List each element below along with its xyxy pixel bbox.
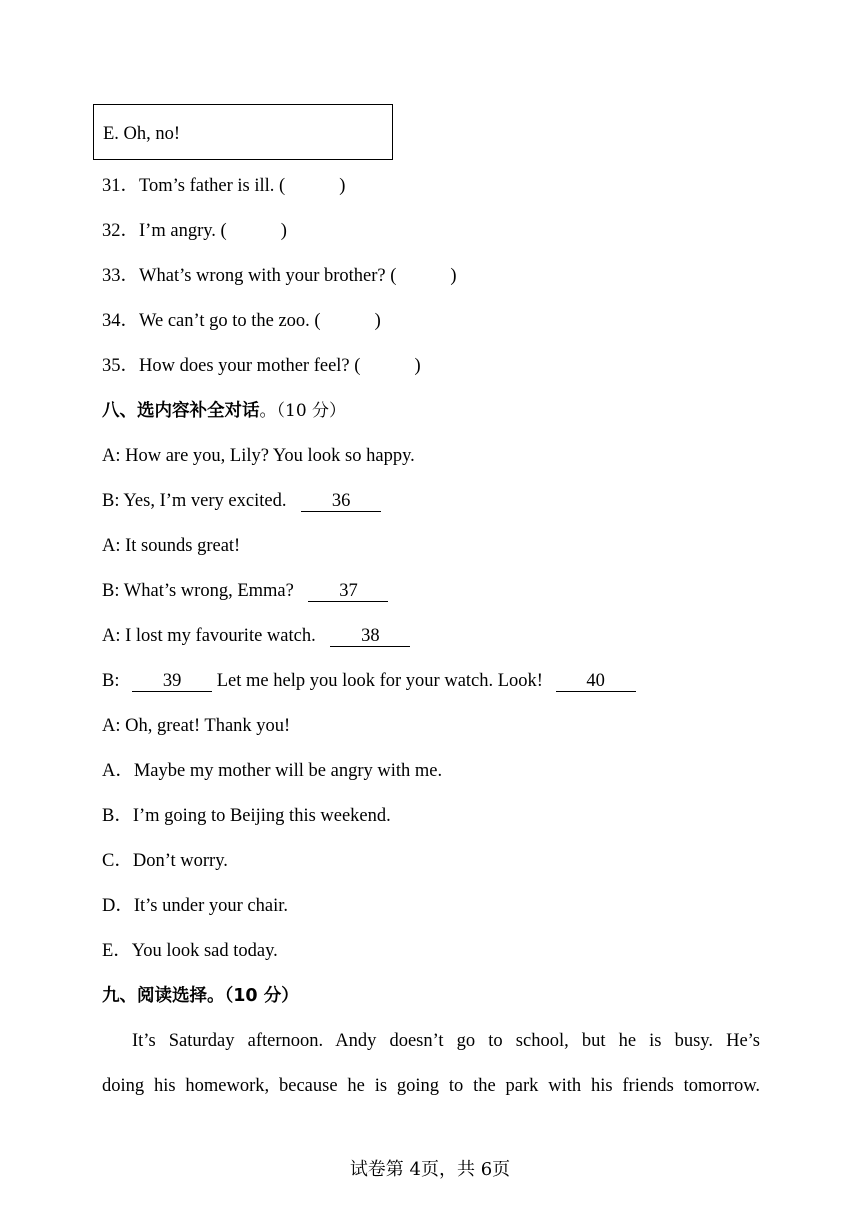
option-e-text: E. Oh, no! <box>103 124 181 144</box>
paragraph-line-1: It’s Saturday afternoon. Andy doesn’t go to school, but he is busy. He’s <box>132 1031 760 1051</box>
question-32: 32．I’m angry. ( ) <box>102 221 287 241</box>
page-footer: 试卷第 4页，共 6页 <box>349 1159 511 1180</box>
section-8-heading: 八、选内容补全对话。（10 分） <box>102 401 347 421</box>
dialogue-line-7: A: Oh, great! Thank you! <box>102 716 291 736</box>
question-33: 33．What’s wrong with your brother? ( ) <box>102 266 457 286</box>
option-e: E．You look sad today. <box>102 941 278 961</box>
question-34: 34．We can’t go to the zoo. ( ) <box>102 311 381 331</box>
option-a: A．Maybe my mother will be angry with me. <box>102 761 443 781</box>
paragraph-line-2: doing his homework, because he is going to the park with his friends tomorrow. <box>102 1076 760 1096</box>
blank-40[interactable]: 40 <box>556 671 636 692</box>
option-c: C．Don’t worry. <box>102 851 228 871</box>
dialogue-line-2: B: Yes, I’m very excited. 36 <box>102 489 381 513</box>
section-9-heading: 九、阅读选择。（10 分） <box>102 986 299 1006</box>
option-e-box <box>93 104 393 160</box>
dialogue-line-1: A: How are you, Lily? You look so happy. <box>102 446 415 466</box>
question-35: 35．How does your mother feel? ( ) <box>102 356 421 376</box>
blank-37[interactable]: 37 <box>308 581 388 602</box>
option-d: D．It’s under your chair. <box>102 896 288 916</box>
option-b: B．I’m going to Beijing this weekend. <box>102 806 391 826</box>
blank-39[interactable]: 39 <box>132 671 212 692</box>
reading-paragraph <box>102 1019 760 1109</box>
blank-38[interactable]: 38 <box>330 626 410 647</box>
dialogue-line-3: A: It sounds great! <box>102 536 241 556</box>
question-31: 31．Tom’s father is ill. ( ) <box>102 176 346 196</box>
dialogue-line-6: B: 39 Let me help you look for your watch. Look! 40 <box>102 669 636 693</box>
blank-36[interactable]: 36 <box>301 491 381 512</box>
dialogue-line-4: B: What’s wrong, Emma? 37 <box>102 579 388 603</box>
dialogue-line-5: A: I lost my favourite watch. 38 <box>102 624 410 648</box>
